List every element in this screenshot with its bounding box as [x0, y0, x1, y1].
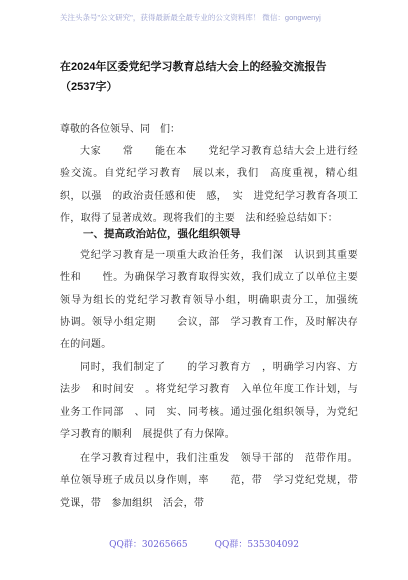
header-banner: 关注头条号"公文研究"，获得最新最全最专业的公文资料库！ 微信：gongwenyj	[60, 13, 321, 22]
paragraph-plan: 同时，我们制定了 的学习教育方 ，明确学习内容、方法步 和时间安 。将党纪学习教育 入单位年度工作计划，与业务工作同部 、同 实、同考核。通过强化组织领导，为党纪学习教育的顺利 展提供了有力保障。	[60, 362, 358, 440]
document-title: 在2024年区委党纪学习教育总结大会上的经验交流报告（2537字）	[60, 61, 327, 93]
footer-qq-groups: QQ群：30265665 QQ群：535304092	[109, 540, 299, 550]
section-heading-1: 一、提高政治站位，强化组织领导	[83, 228, 241, 240]
salutation: 尊敬的各位领导、同 们：	[60, 124, 180, 135]
paragraph-intro: 大家 常 能在本 党纪学习教育总结大会上进行经验交流。自党纪学习教育 展以来，我们 高度重视，精心组织，以强 的政治责任感和使 感， 实 进党纪学习教育各项工作，取得了显著成效。现将我们的主要 法和经验总结如下：	[60, 146, 358, 224]
paragraph-leadership: 在学习教育过程中，我们注重发 领导干部的 范带作用。单位领导班子成员以身作则，率 范，带 学习党纪党规，带 党课，带 参加组织 活会，带	[60, 453, 379, 509]
paragraph-organization: 党纪学习教育是一项重大政治任务，我们深 认识到其重要性和 性。为确保学习教育取得实效，我们成立了以单位主要领导为组长的党纪学习教育领导小组，明确职责分工，加强统 协调。领导小组定期 会议，部 学习教育工作，及时解决存在的问题。	[60, 250, 369, 351]
